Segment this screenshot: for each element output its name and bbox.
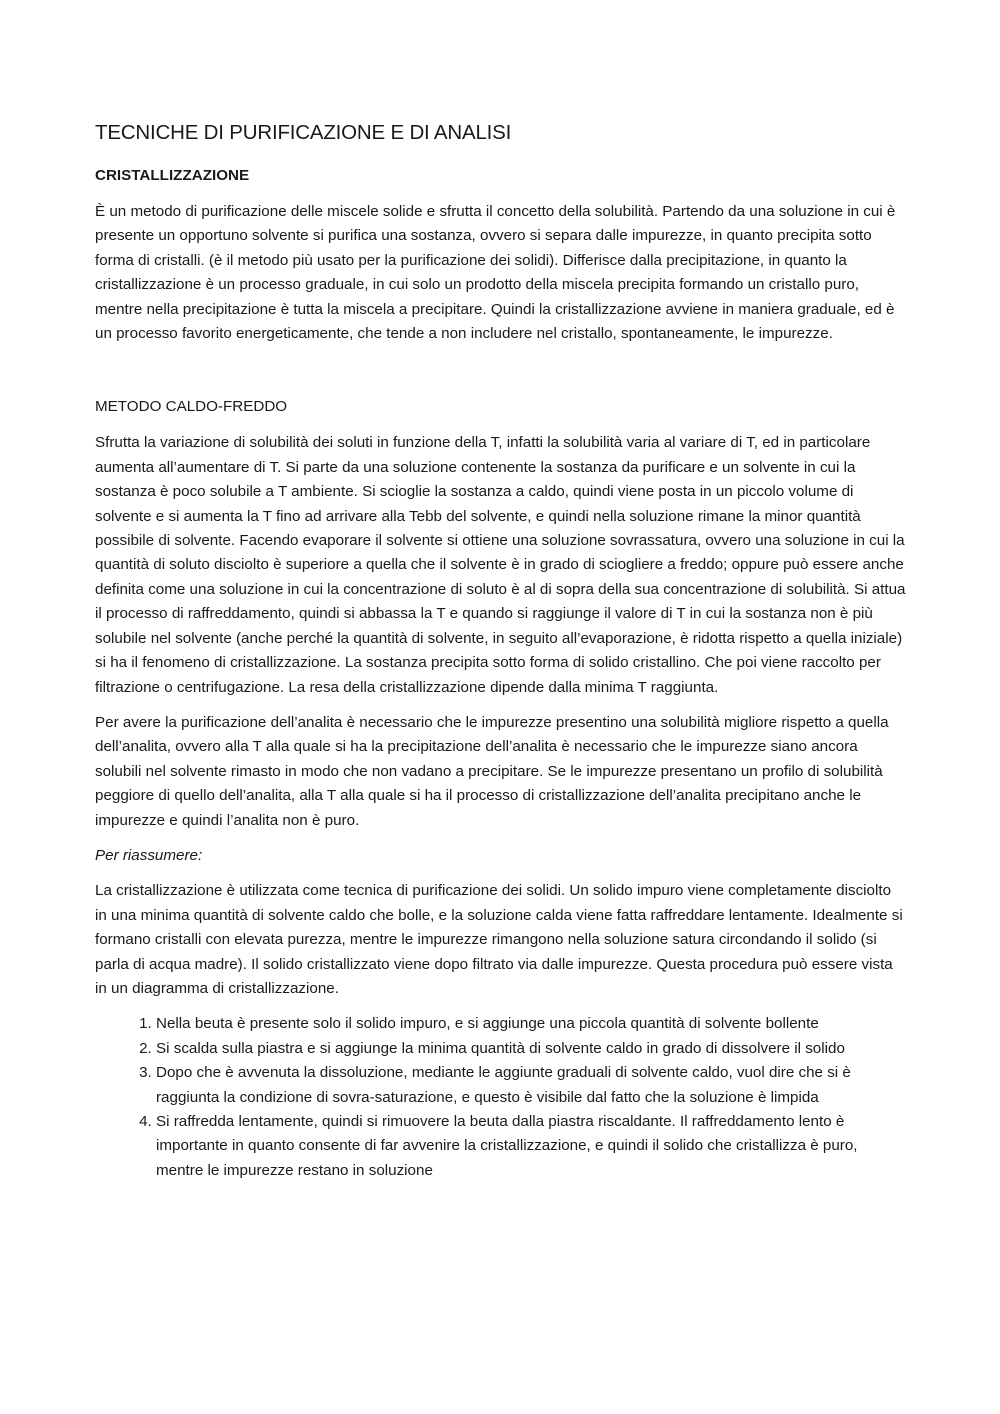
document-title: TECNICHE DI PURIFICAZIONE E DI ANALISI [95, 121, 512, 144]
procedure-steps-list [95, 1012, 907, 1183]
section-heading-metodo-caldo-freddo: METODO CALDO-FREDDO [95, 398, 288, 416]
summary-label: Per riassumere: [95, 846, 203, 864]
list-item: 4. Si raffredda lentamente, quindi si rimuovere la beuta dalla piastra riscaldante. Il raffreddamento lento è importante in quanto consente di far avvenire la cristallizzazione, e quindi il solido che cristallizza è puro, mentre le impurezze restano in soluzione [156, 1110, 907, 1183]
document-page [95, 118, 907, 1183]
section-heading-cristallizzazione: CRISTALLIZZAZIONE [95, 167, 250, 184]
paragraph-cristallizzazione-intro: È un metodo di purificazione delle miscele solide e sfrutta il concetto della solubilità. Partendo da una soluzione in cui è presente un opportuno solvente si purifica una sostanza, ovvero si separa dalle impurezze, in quanto precipita sotto forma di cristalli. (è il metodo più usato per la purificazione dei solidi). Differisce dalla precipitazione, in quanto la cristallizzazione è un processo graduale, in cui solo un prodotto della miscela precipita formando un cristallo puro, mentre nella precipitazione è tutta la miscela a precipitare. Quindi la cristallizzazione avviene in maniera graduale, ed è un processo favorito energeticamente, che tende a non includere nel cristallo, spontaneamente, le impurezze. [95, 203, 896, 343]
list-item: 3. Dopo che è avvenuta la dissoluzione, mediante le aggiunte graduali di solvente caldo, vuol dire che si è raggiunta la condizione di sovra-saturazione, e questo è visibile dal fatto che la soluzione è limpida [156, 1061, 907, 1110]
list-item: 1. Nella beuta è presente solo il solido impuro, e si aggiunge una piccola quantità di solvente bollente [156, 1012, 907, 1036]
list-item: 2. Si scalda sulla piastra e si aggiunge la minima quantità di solvente caldo in grado di dissolvere il solido [156, 1037, 907, 1061]
section-spacer [95, 357, 907, 395]
paragraph-riassunto: La cristallizzazione è utilizzata come tecnica di purificazione dei solidi. Un solido impuro viene completamente disciolto in una minima quantità di solvente caldo che bolle, e la soluzione calda viene fatta raffreddare lentamente. Idealmente si formano cristalli con elevata purezza, mentre le impurezze rimangono nella soluzione satura circondando il solido (si parla di acqua madre). Il solido cristallizzato viene dopo filtrato via dalle impurezze. Questa procedura può essere vista in un diagramma di cristallizzazione. [95, 882, 903, 997]
paragraph-metodo-caldo-freddo: Sfrutta la variazione di solubilità dei soluti in funzione della T, infatti la solubilità varia al variare di T, ed in particolare aumenta all’aumentare di T. Si parte da una soluzione contenente la sostanza da purificare e un solvente in cui la sostanza è poco solubile a T ambiente. Si scioglie la sostanza a caldo, quindi viene posta in un piccolo volume di solvente e si aumenta la T fino ad arrivare alla Tebb del solvente, e quindi nella soluzione rimane la minor quantità possibile di solvente. Facendo evaporare il solvente si ottiene una soluzione sovrassatura, ovvero una soluzione in cui la quantità di soluto disciolto è superiore a quella che il solvente è in grado di sciogliere a freddo; oppure può essere anche definita come una soluzione in cui la concentrazione di soluto è al di sopra della sua concentrazione di solubilità. Si attua il processo di raffreddamento, quindi si abbassa la T e quando si raggiunge il valore di T in cui la sostanza non è più solubile nel solvente (anche perché la quantità di solvente, in seguito all’evaporazione, è ridotta rispetto a quella iniziale) si ha il fenomeno di cristallizzazione. La sostanza precipita sotto forma di solido cristallino. Che poi viene raccolto per filtrazione o centrifugazione. La resa della cristallizzazione dipende dalla minima T raggiunta. [95, 434, 906, 696]
paragraph-purificazione-analita: Per avere la purificazione dell’analita è necessario che le impurezze presentino una solubilità migliore rispetto a quella dell’analita, ovvero alla T alla quale si ha la precipitazione dell’analita è necessario che le impurezze siano ancora solubili nel solvente rimasto in modo che non vadano a precipitare. Se le impurezze presentano un profilo di solubilità peggiore di quello dell’analita, alla T alla quale si ha il processo di cristallizzazione dell’analita precipitano anche le impurezze e quindi l’analita non è puro. [95, 713, 889, 829]
